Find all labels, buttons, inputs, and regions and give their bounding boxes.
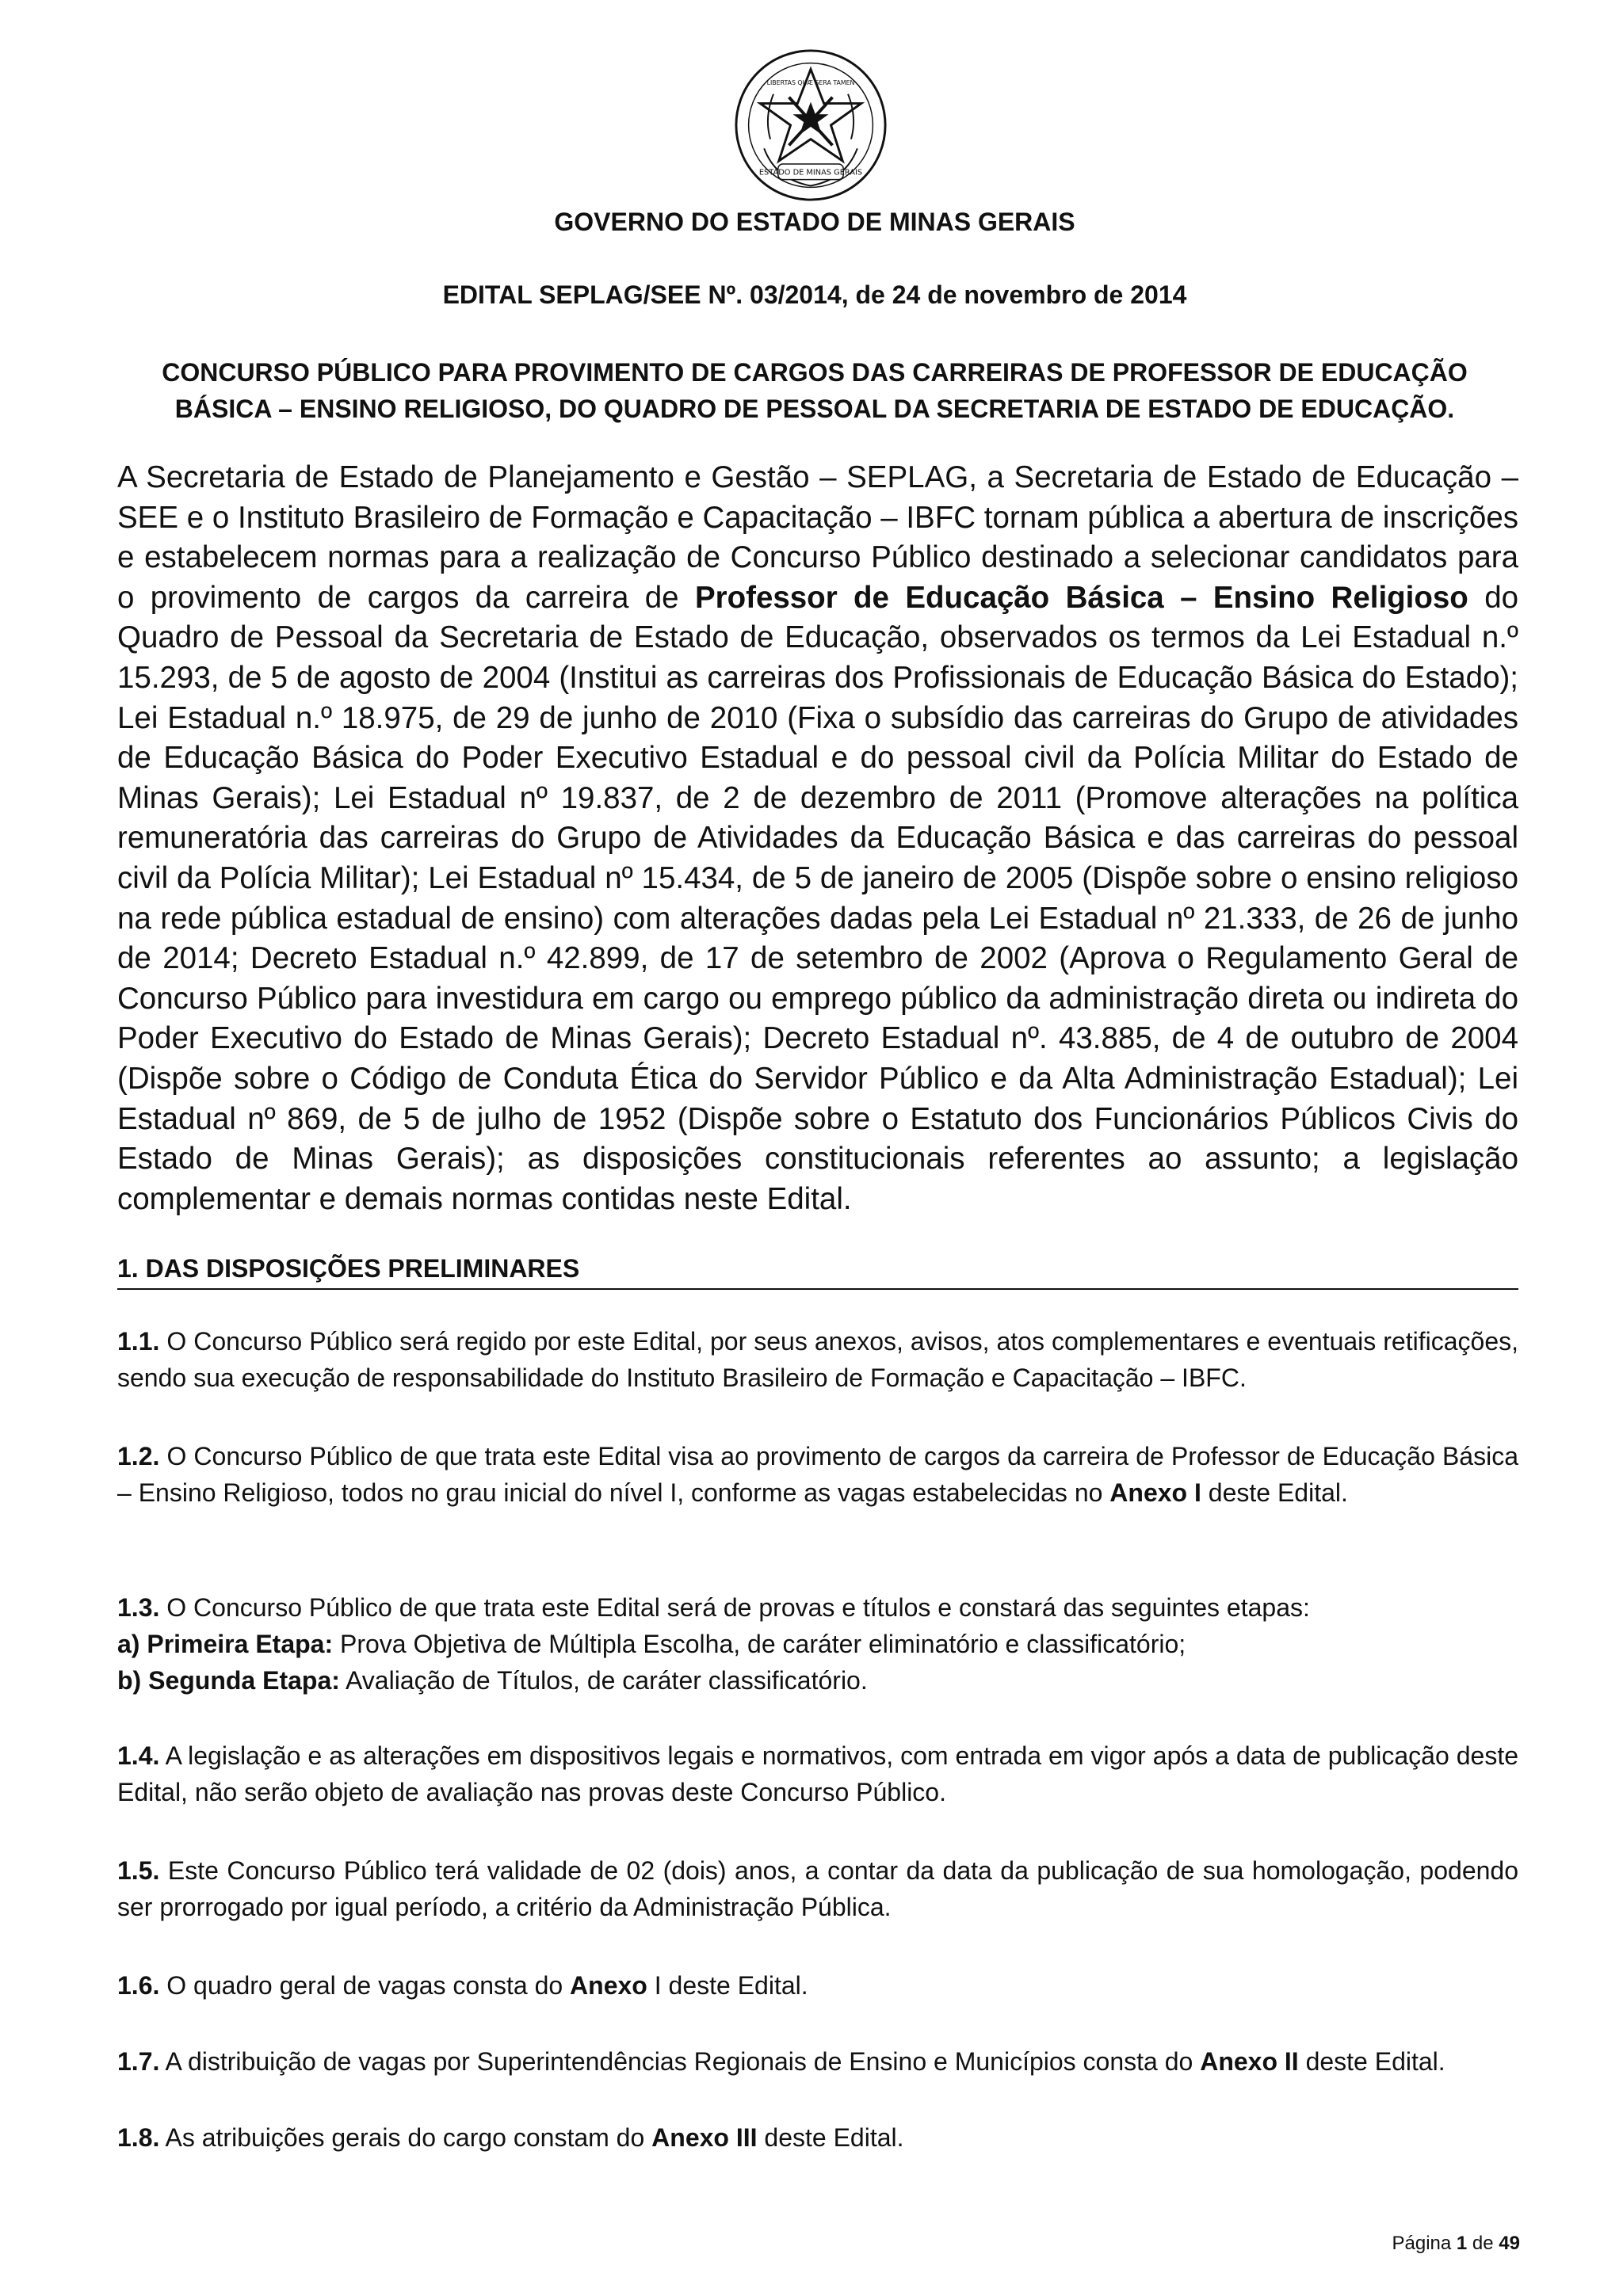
government-heading: GOVERNO DO ESTADO DE MINAS GERAIS (554, 208, 1075, 236)
clause-text: O Concurso Público de que trata este Edital será de provas e títulos e constará das seguintes etapas: (166, 1593, 1310, 1622)
clause-number: 1.3. (117, 1593, 160, 1622)
clause-1-7 (117, 2043, 1518, 2080)
clause-number: 1.6. (117, 1971, 160, 2000)
clause-text-after: deste Edital. (1305, 2047, 1445, 2076)
clause-bold-ref: Anexo (570, 1971, 647, 2000)
clause-text-after: I deste Edital. (654, 1971, 808, 2000)
clause-text: O Concurso Público será regido por este Edital, por seus anexos, avisos, atos complementares e eventuais retificações, sendo sua execução de responsabilidade do Instituto Brasileiro de Formação e Capacitação – IBFC. (117, 1327, 1519, 1392)
clause-text: Este Concurso Público terá validade de 02 (dois) anos, a contar da data da publicação de sua homologação, podendo ser prorrogado por igual período, a critério da Administração Pública. (117, 1856, 1519, 1921)
item-text: Prova Objetiva de Múltipla Escolha, de caráter eliminatório e classificatório; (340, 1630, 1186, 1658)
clause-text: A legislação e as alterações em dispositivos legais e normativos, com entrada em vigor após a data de publicação deste Edital, não serão objeto de avaliação nas provas deste Concurso Público. (117, 1741, 1519, 1806)
minas-gerais-seal-icon (733, 48, 888, 203)
clause-1-3 (117, 1589, 1518, 1626)
clause-bold-ref: Anexo I (1109, 1478, 1201, 1507)
clause-number: 1.1. (117, 1327, 160, 1356)
concurso-title: CONCURSO PÚBLICO PARA PROVIMENTO DE CARGOS DAS CARREIRAS DE PROFESSOR DE EDUCAÇÃO BÁSICA – ENSINO RELIGIOSO, DO QUADRO DE PESSOAL DA SECRETARIA DE ESTADO DE EDUCAÇÃO. (162, 358, 1468, 423)
item-label: a) Primeira Etapa: (117, 1630, 334, 1658)
clause-text: A distribuição de vagas por Superintendências Regionais de Ensino e Municípios consta do (165, 2047, 1193, 2076)
clause-text: O Concurso Público de que trata este Edital visa ao provimento de cargos da carreira de Professor de Educação Básica – Ensino Religioso, todos no grau inicial do nível I, conforme as vagas estabelecidas no (117, 1442, 1519, 1507)
clause-bold-ref: Anexo III (651, 2123, 758, 2152)
section-1-title: 1. DAS DISPOSIÇÕES PRELIMINARES (117, 1254, 1518, 1290)
page-current: 1 (1456, 2233, 1468, 2254)
intro-text-bold: Professor de Educação Básica – Ensino Religioso (694, 580, 1468, 615)
intro-text-after: do Quadro de Pessoal da Secretaria de Estado de Educação, observados os termos da Lei Estadual n.º 15.293, de 5 de agosto de 2004 (Institui as carreiras dos Profissionais de Educação Básica do Estado); Lei Estadual n.º 18.975, de 29 de junho de 2010 (Fixa o subsídio das carreiras do Grupo de atividades de Educação Básica do Poder Executivo Estadual e do pessoal civil da Polícia Militar do Estado de Minas Gerais); Lei Estadual nº 19.837, de 2 de dezembro de 2011 (Promove alterações na política remuneratória das carreiras do Grupo de Atividades da Educação Básica e das carreiras do pessoal civil da Polícia Militar); Lei Estadual nº 15.434, de 5 de janeiro de 2005 (Dispõe sobre o ensino religioso na rede pública estadual de ensino) com alterações dadas pela Lei Estadual nº 21.333, de 26 de junho de 2014; Decreto Estadual n.º 42.899, de 17 de setembro de 2002 (Aprova o Regulamento Geral de Concurso Público para investidura em cargo ou emprego público da administração direta ou indireta do Poder Executivo do Estado de Minas Gerais); Decreto Estadual nº. 43.885, de 4 de outubro de 2004 (Dispõe sobre o Código de Conduta Ética do Servidor Público e da Alta Administração Estadual); Lei Estadual nº 869, de 5 de julho de 1952 (Dispõe sobre o Estatuto dos Funcionários Públicos Civis do Estado de Minas Gerais); as disposições constitucionais referentes ao assunto; a legislação complementar e demais normas contidas neste Edital. (117, 580, 1519, 1216)
clause-number: 1.8. (117, 2123, 160, 2152)
clause-text: O quadro geral de vagas consta do (166, 1971, 563, 2000)
clause-1-5 (117, 1852, 1518, 1925)
clause-number: 1.4. (117, 1741, 160, 1770)
clause-1-1 (117, 1323, 1518, 1396)
item-label: b) Segunda Etapa: (117, 1666, 340, 1695)
intro-paragraph (117, 458, 1518, 1219)
clause-bold-ref: Anexo II (1200, 2047, 1299, 2076)
clause-1-3-item-a (117, 1626, 1518, 1662)
clause-text-after: deste Edital. (764, 2123, 904, 2152)
clause-1-8 (117, 2119, 1518, 2156)
clause-number: 1.7. (117, 2047, 160, 2076)
edital-title: EDITAL SEPLAG/SEE Nº. 03/2014, de 24 de novembro de 2014 (442, 280, 1187, 309)
clause-1-3-item-b (117, 1662, 1518, 1699)
clause-text: As atribuições gerais do cargo constam do (165, 2123, 645, 2152)
page-total: 49 (1499, 2233, 1520, 2254)
clause-1-6 (117, 1967, 1518, 2004)
clause-number: 1.5. (117, 1856, 160, 1885)
clause-text-after: deste Edital. (1208, 1478, 1348, 1507)
page-number (1392, 2233, 1520, 2255)
clause-1-2 (117, 1438, 1518, 1511)
clause-1-4 (117, 1737, 1518, 1810)
page-label: Página (1392, 2233, 1452, 2254)
seal-inner-text: LIBERTAS QUÆ SERA TAMEN (766, 79, 855, 87)
page-of: de (1472, 2233, 1494, 2254)
seal-outer-text: ESTADO DE MINAS GERAIS (758, 168, 863, 177)
clause-number: 1.2. (117, 1442, 160, 1470)
item-text: Avaliação de Títulos, de caráter classificatório. (346, 1666, 868, 1695)
intro-text-before: A Secretaria de Estado de Planejamento e Gestão – SEPLAG, a Secretaria de Estado de Educação – SEE e o Instituto Brasileiro de Formação e Capacitação – IBFC tornam pública a abertura de inscrições e estabelecem normas para a realização de Concurso Público destinado a selecionar candidatos para o provimento de cargos da carreira de (117, 460, 1518, 615)
